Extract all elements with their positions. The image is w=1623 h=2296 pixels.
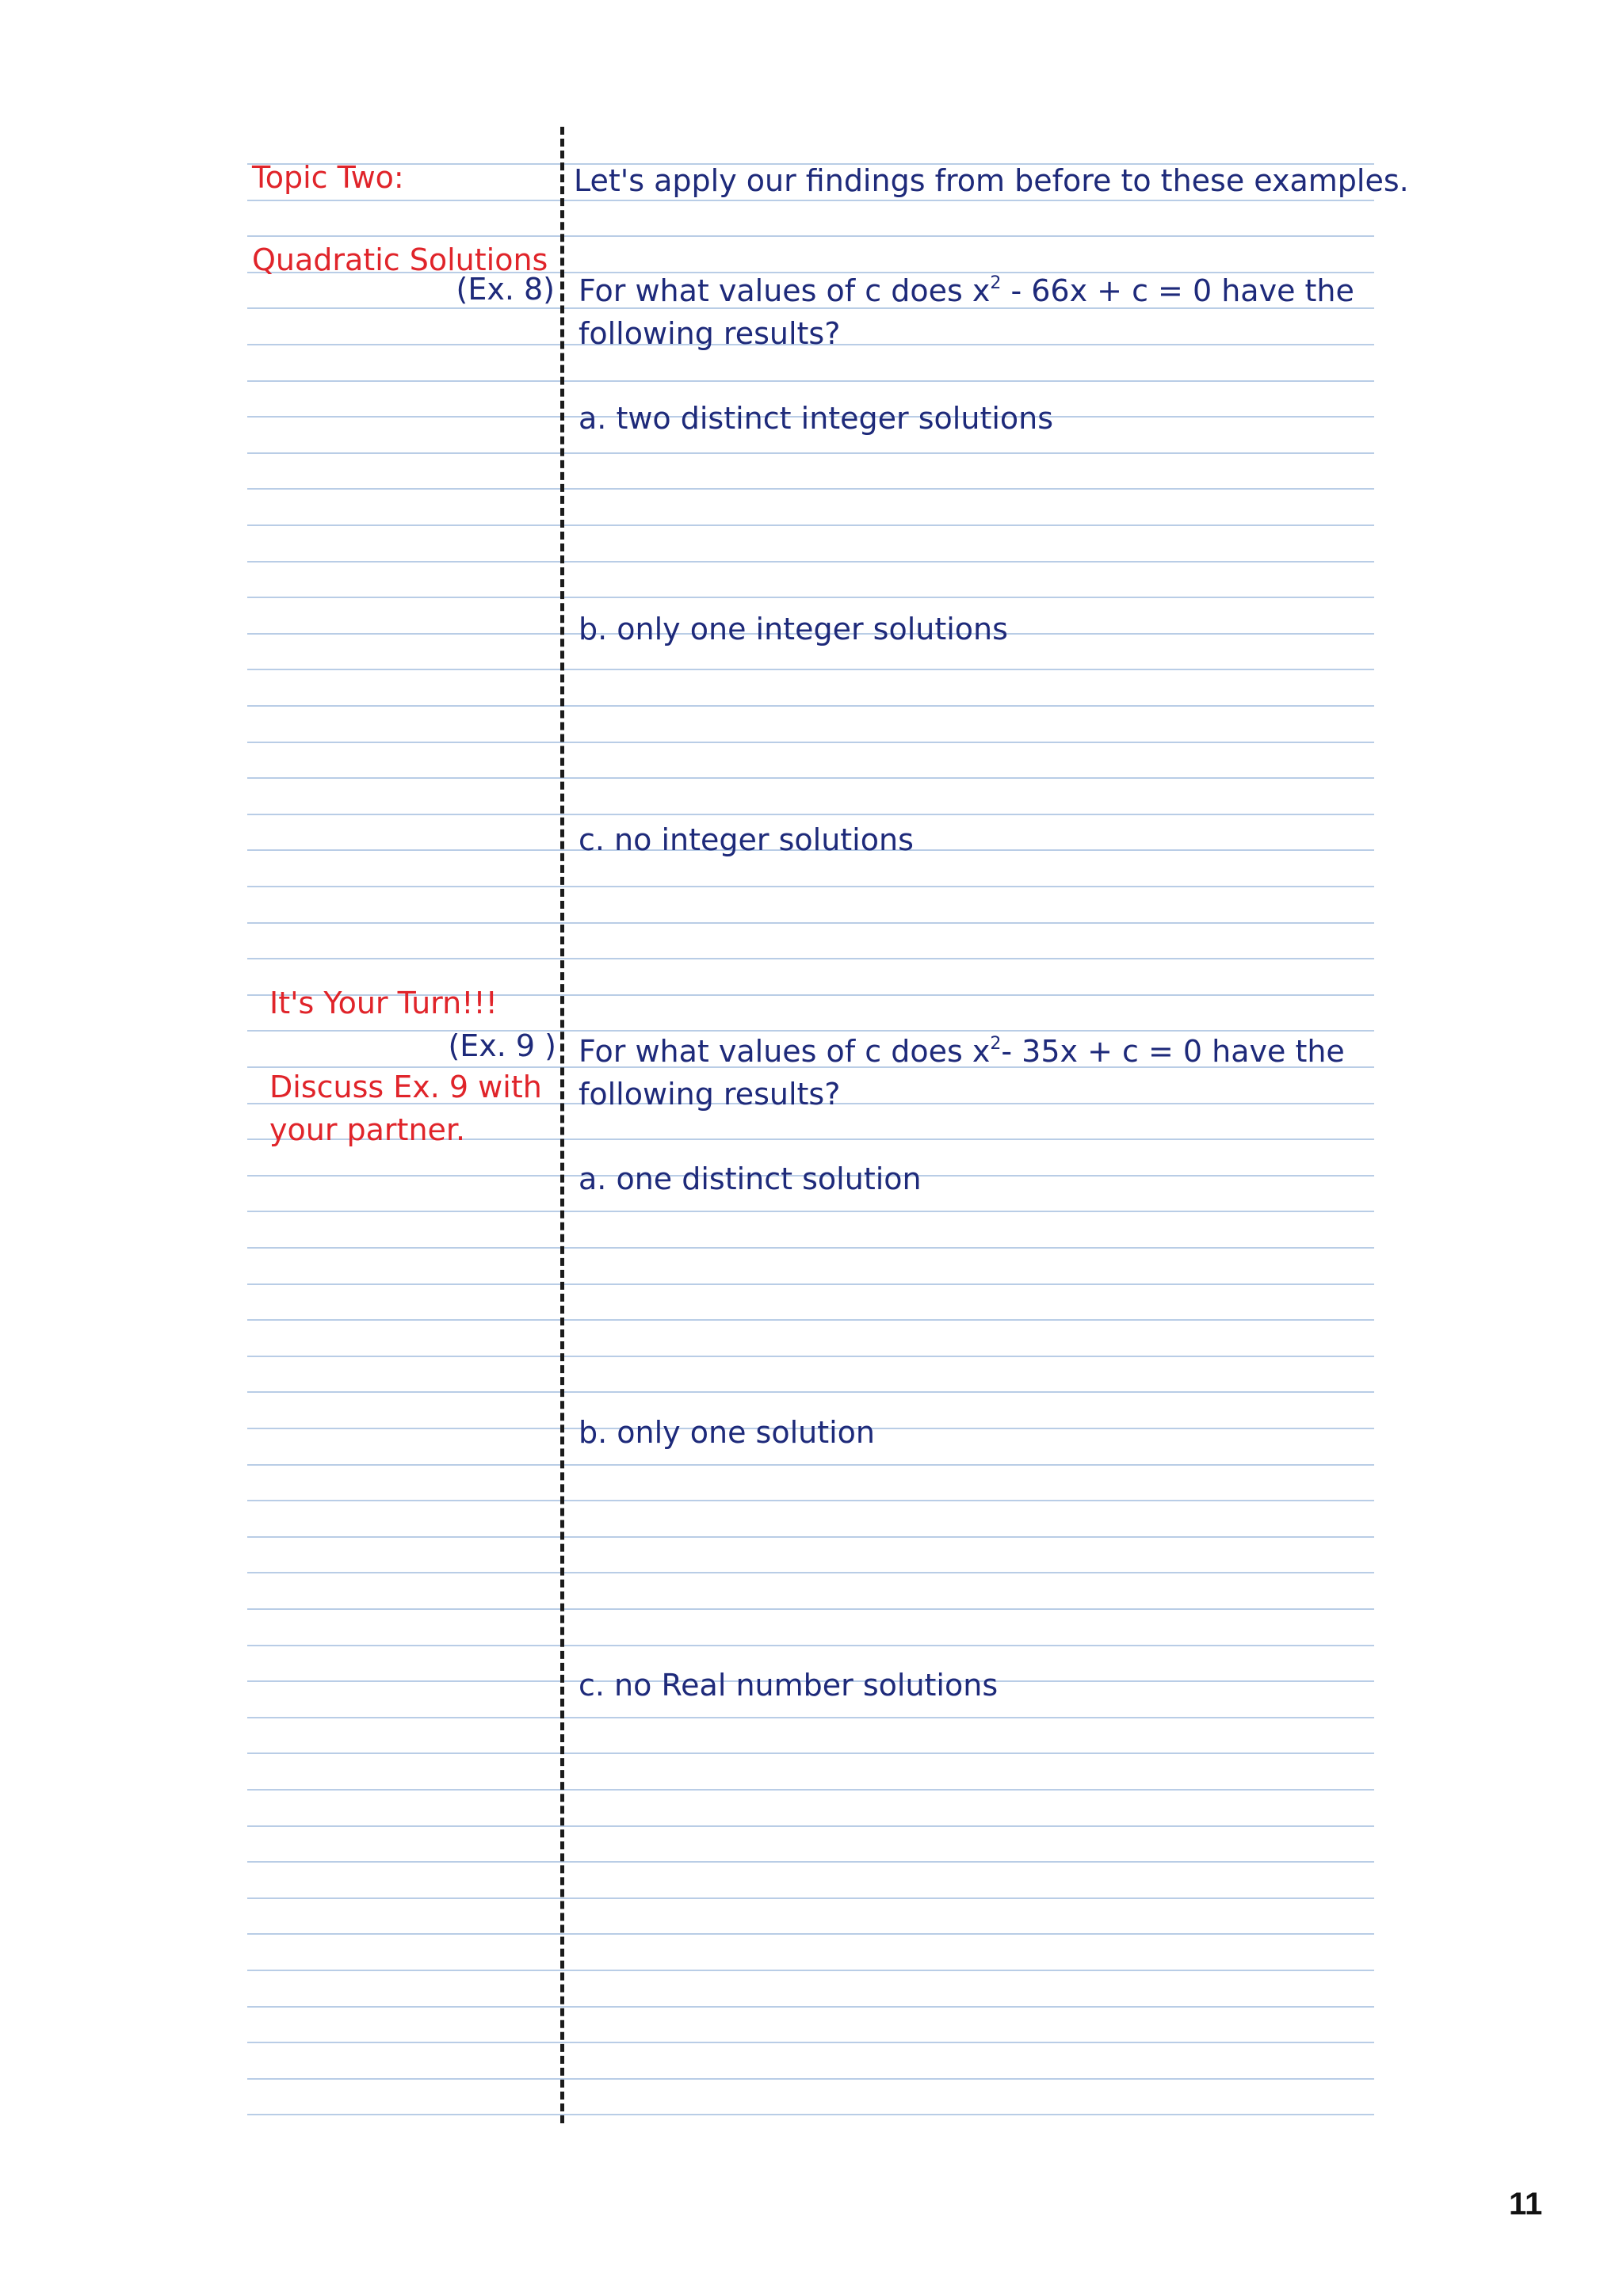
ruled-line xyxy=(247,669,1374,670)
ruled-line xyxy=(247,488,1374,490)
turn-heading: It's Your Turn!!! xyxy=(269,986,498,1020)
ruled-line xyxy=(247,1645,1374,1646)
example-9-question-prefix: For what values of c does x xyxy=(579,1034,991,1069)
ruled-line xyxy=(247,561,1374,563)
ruled-line xyxy=(247,2006,1374,2008)
ruled-line xyxy=(247,958,1374,959)
example-9-part-b: b. only one solution xyxy=(579,1415,876,1450)
ruled-line xyxy=(247,524,1374,526)
discuss-line-2: your partner. xyxy=(269,1112,466,1147)
ruled-line xyxy=(247,1933,1374,1935)
ruled-line xyxy=(247,814,1374,815)
ruled-line xyxy=(247,1608,1374,1610)
example-9-question-line-2: following results? xyxy=(579,1077,841,1112)
intro-text: Let's apply our findings from before to these examples. xyxy=(574,163,1409,198)
ruled-line xyxy=(247,452,1374,454)
ruled-line xyxy=(247,1536,1374,1538)
example-9-part-a: a. one distinct solution xyxy=(579,1161,922,1196)
ruled-line xyxy=(247,705,1374,707)
ruled-line xyxy=(247,1464,1374,1466)
ruled-line xyxy=(247,1753,1374,1754)
example-8-part-a: a. two distinct integer solutions xyxy=(579,401,1054,436)
ruled-line xyxy=(247,1356,1374,1357)
ruled-line xyxy=(247,1319,1374,1321)
ruled-line xyxy=(247,922,1374,924)
ruled-line xyxy=(247,777,1374,779)
example-8-part-b: b. only one integer solutions xyxy=(579,612,1008,646)
ruled-line xyxy=(247,1717,1374,1718)
discuss-line-1: Discuss Ex. 9 with xyxy=(269,1070,542,1104)
ruled-line xyxy=(247,886,1374,887)
ruled-line xyxy=(247,2114,1374,2115)
ruled-line xyxy=(247,1970,1374,1971)
topic-subheading: Quadratic Solutions xyxy=(252,242,548,277)
example-8-exponent: 2 xyxy=(990,273,1002,293)
ruled-line xyxy=(247,597,1374,598)
ruled-line xyxy=(247,1283,1374,1285)
example-8-question-line-2: following results? xyxy=(579,316,841,351)
example-9-label: (Ex. 9 ) xyxy=(448,1028,556,1063)
margin-divider xyxy=(560,127,564,2123)
example-9-question-suffix: - 35x + c = 0 have the xyxy=(1001,1034,1345,1069)
ruled-line xyxy=(247,1897,1374,1899)
ruled-line xyxy=(247,1789,1374,1791)
ruled-line xyxy=(247,1825,1374,1827)
example-8-label: (Ex. 8) xyxy=(456,272,555,307)
example-9-question xyxy=(579,1033,1345,1070)
ruled-line xyxy=(247,2042,1374,2043)
ruled-line xyxy=(247,235,1374,237)
example-8-question-suffix: - 66x + c = 0 have the xyxy=(1001,273,1354,308)
ruled-line xyxy=(247,1861,1374,1863)
example-8-question-prefix: For what values of c does x xyxy=(579,273,991,308)
example-9-exponent: 2 xyxy=(990,1034,1002,1054)
ruled-line xyxy=(247,1247,1374,1249)
ruled-line xyxy=(247,1572,1374,1573)
topic-heading: Topic Two: xyxy=(252,160,404,195)
ruled-line xyxy=(247,2078,1374,2080)
ruled-line xyxy=(247,1391,1374,1393)
ruled-line xyxy=(247,742,1374,743)
ruled-line xyxy=(247,200,1374,201)
ruled-line xyxy=(247,1211,1374,1212)
example-8-question xyxy=(579,273,1354,309)
ruled-line xyxy=(247,380,1374,382)
ruled-line xyxy=(247,1500,1374,1501)
page-number: 11 xyxy=(1509,2187,1543,2222)
example-9-part-c: c. no Real number solutions xyxy=(579,1668,999,1703)
example-8-part-c: c. no integer solutions xyxy=(579,822,914,857)
